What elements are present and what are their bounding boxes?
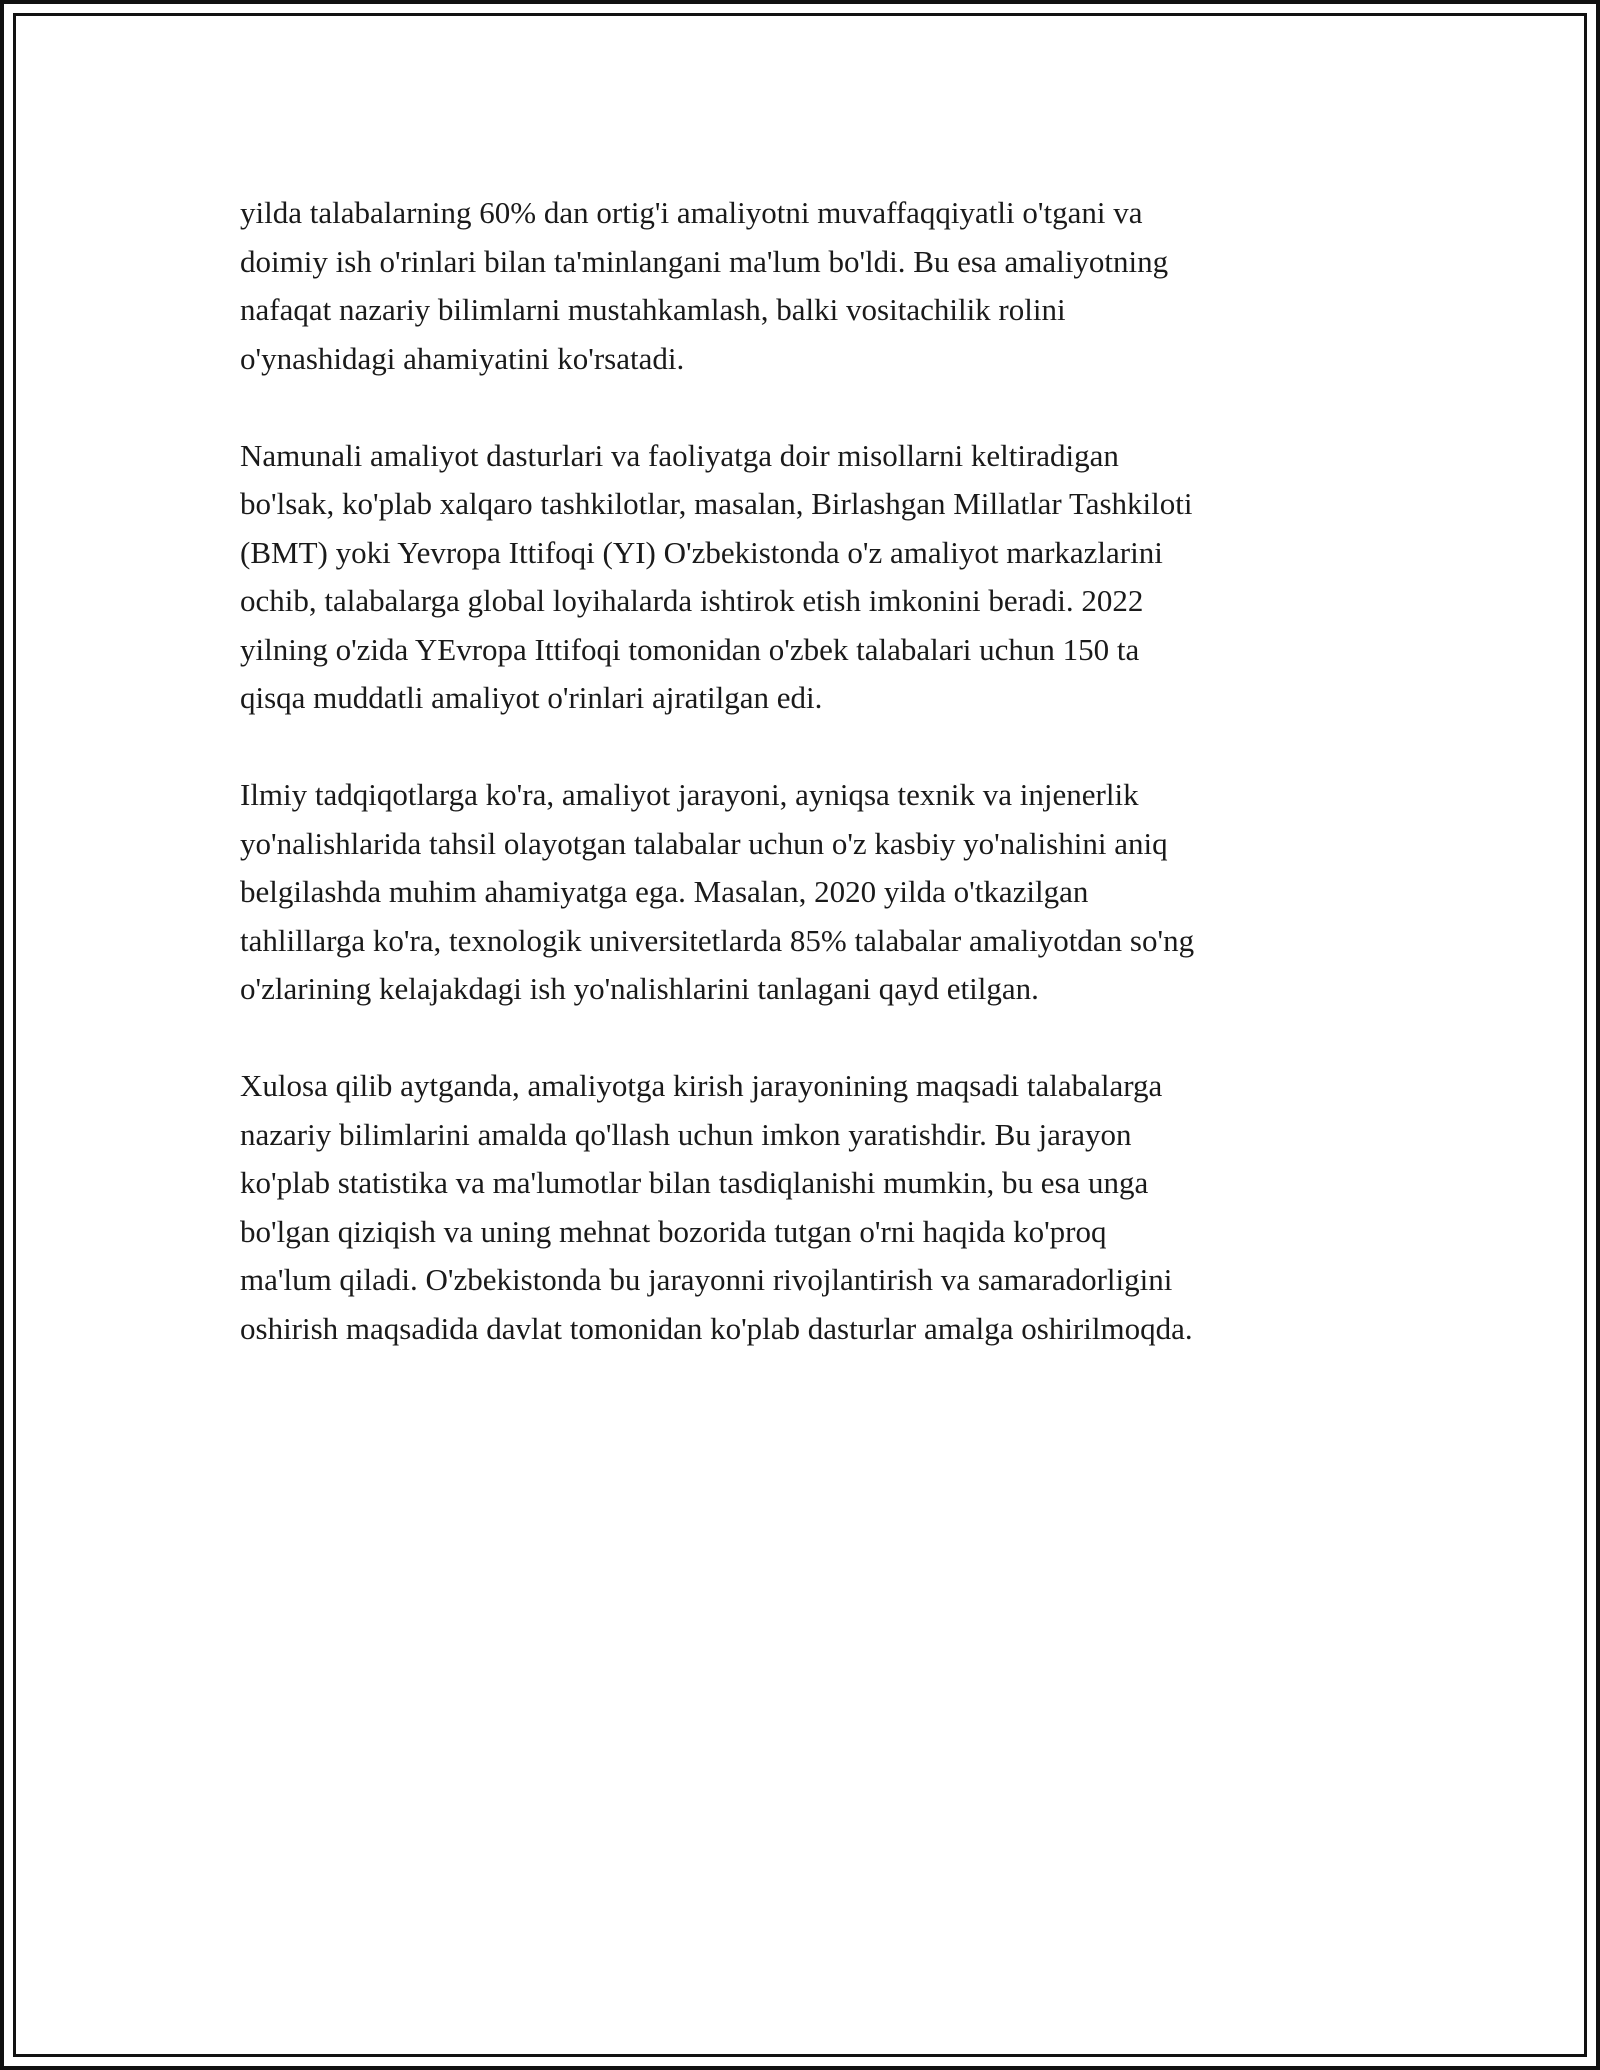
text-line: ma'lum qiladi. O'zbekistonda bu jarayonni rivojlantirish va samaradorligini [240,1262,1173,1297]
paragraph-2 [240,432,1390,723]
text-line: Namunali amaliyot dasturlari va faoliyatga doir misollarni keltiradigan [240,437,1119,473]
text-line: nafaqat nazariy bilimlarni mustahkamlash, balki vositachilik rolini [240,292,1066,327]
text-line: ochib, talabalarga global loyihalarda ishtirok etish imkonini beradi. 2022 [240,583,1144,618]
text-line: (BMT) yoki Yevropa Ittifoqi (YI) O'zbekistonda o'z amaliyot markazlarini [240,534,1163,570]
document-body [240,189,1390,1402]
text-line: Xulosa qilib aytganda, amaliyotga kirish jarayonining maqsadi talabalarga [240,1068,1163,1103]
text-line: yo'nalishlarida tahsil olayotgan talabalar uchun o'z kasbiy yo'nalishini aniq [240,825,1168,861]
text-line: doimiy ish o'rinlari bilan ta'minlangani ma'lum bo'ldi. Bu esa amaliyotning [240,243,1169,279]
text-line: belgilashda muhim ahamiyatga ega. Masalan, 2020 yilda o'tkazilgan [240,874,1089,909]
text-line: o'ynashidagi ahamiyatini ko'rsatadi. [240,340,685,376]
text-line: bo'lsak, ko'plab xalqaro tashkilotlar, masalan, Birlashgan Millatlar Tashkiloti [240,486,1193,521]
text-line: oshirish maqsadida davlat tomonidan ko'plab dasturlar amalga oshirilmoqda. [240,1310,1193,1346]
text-line: yilda talabalarning 60% dan ortig'i amaliyotni muvaffaqqiyatli o'tgani va [240,195,1143,230]
text-line: nazariy bilimlarini amalda qo'llash uchun imkon yaratishdir. Bu jarayon [240,1116,1132,1152]
paragraph-1 [240,189,1390,383]
text-line: tahlillarga ko'ra, texnologik universitetlarda 85% talabalar amaliyotdan so'ng [240,922,1195,958]
text-line: ko'plab statistika va ma'lumotlar bilan tasdiqlanishi mumkin, bu esa unga [240,1165,1149,1200]
text-line: o'zlarining kelajakdagi ish yo'nalishlarini tanlagani qayd etilgan. [240,971,1039,1006]
text-line: qisqa muddatli amaliyot o'rinlari ajratilgan edi. [240,680,823,715]
text-line: yilning o'zida YEvropa Ittifoqi tomonidan o'zbek talabalari uchun 150 ta [240,631,1140,667]
paragraph-3 [240,771,1390,1014]
text-line: Ilmiy tadqiqotlarga ko'ra, amaliyot jarayoni, ayniqsa texnik va injenerlik [240,777,1139,812]
paragraph-4 [240,1062,1390,1353]
text-line: bo'lgan qiziqish va uning mehnat bozorida tutgan o'rni haqida ko'proq [240,1213,1107,1249]
